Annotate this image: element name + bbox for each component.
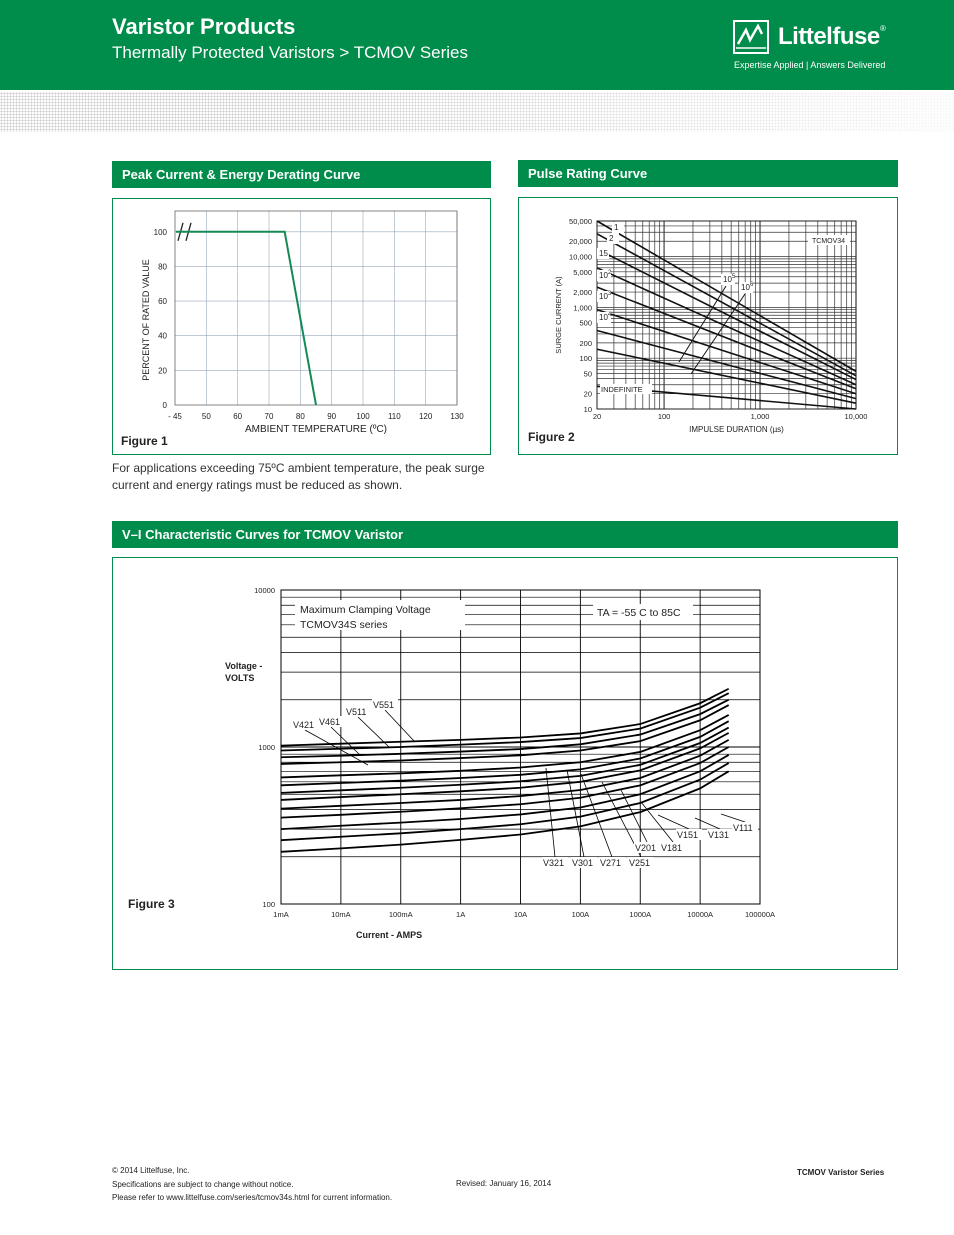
derating-plot-frame: [175, 211, 457, 405]
vi-section-title: V–I Characteristic Curves for TCMOV Varistor: [112, 521, 898, 548]
figure-2-label: Figure 2: [528, 430, 575, 444]
vi-series-label: V511: [346, 707, 367, 717]
pulse-chart-box: [518, 197, 898, 455]
pulse-count-exponent: 6: [750, 282, 754, 288]
vi-x-tick-label: 10mA: [331, 910, 351, 919]
pulse-count-exponent: 5: [732, 274, 736, 280]
pulse-y-tick-label: 10,000: [569, 252, 592, 262]
pulse-y-axis-label: SURGE CURRENT (A): [554, 276, 563, 354]
vi-series-label: V301: [572, 858, 594, 868]
pulse-count-label: 10: [599, 313, 608, 322]
vi-series-label: V271: [600, 858, 622, 868]
vi-series-label: V181: [661, 843, 683, 853]
derating-x-tick-label: 90: [327, 412, 337, 421]
pulse-curve: [597, 268, 856, 385]
pulse-count-label: 1: [614, 223, 619, 232]
pulse-count-label: 10: [599, 271, 608, 280]
derating-x-tick-label: 100: [356, 412, 370, 421]
vi-title: Maximum Clamping Voltage: [300, 604, 431, 616]
vi-y-axis-label: VOLTS: [225, 673, 255, 683]
derating-y-tick-label: 60: [158, 297, 167, 307]
brand-name: Littelfuse: [778, 23, 880, 50]
vi-x-tick-label: 100000A: [744, 910, 776, 919]
derating-y-tick-label: 0: [162, 401, 167, 410]
pulse-y-tick-label: 5,000: [573, 267, 592, 277]
brand-registered: ®: [880, 24, 886, 33]
pulse-indefinite-label: INDEFINITE: [601, 385, 643, 394]
pulse-part-label: TCMOV34: [812, 238, 846, 245]
pulse-y-tick-label: 2,000: [573, 288, 592, 298]
derating-y-axis-label: PERCENT OF RATED VALUE: [141, 259, 151, 381]
pulse-y-tick-label: 1,000: [573, 303, 592, 313]
pulse-y-tick-label: 500: [579, 318, 592, 328]
vi-label-leader: [331, 727, 360, 755]
vi-chart: [113, 558, 897, 969]
derating-y-tick-label: 100: [153, 227, 167, 237]
derating-x-tick-label: 80: [295, 412, 305, 421]
pulse-y-tick-label: 200: [579, 338, 592, 348]
vi-label-leader: [658, 815, 689, 829]
derating-x-axis-label: AMBIENT TEMPERATURE (ºC): [245, 424, 387, 435]
pulse-leader-line: [679, 286, 726, 362]
derating-x-tick-label: 50: [201, 412, 211, 421]
derating-x-tick-label: 60: [233, 412, 243, 421]
pulse-count-label: 15: [599, 249, 608, 258]
derating-x-tick-label: 110: [387, 412, 401, 421]
derating-y-tick-label: 20: [158, 366, 167, 376]
derating-x-tick-label: 120: [418, 412, 433, 421]
derating-chart: [113, 199, 490, 454]
vi-x-tick-label: 10A: [513, 910, 528, 919]
pulse-y-tick-label: 100: [579, 354, 592, 364]
vi-curve: [281, 689, 729, 746]
vi-x-tick-label: 1000A: [629, 910, 652, 919]
pulse-count-label: 2: [609, 234, 614, 243]
vi-y-tick-label: 100: [262, 900, 275, 909]
vi-series-label: V421: [293, 720, 315, 730]
page-header: [0, 0, 954, 90]
vi-series-label: V461: [319, 717, 341, 727]
vi-label-leader: [385, 710, 415, 742]
pulse-section-title: Pulse Rating Curve: [518, 160, 898, 187]
derating-x-tick-label: 70: [264, 412, 274, 421]
pulse-x-tick-label: 100: [657, 412, 671, 421]
figure-1-label: Figure 1: [121, 434, 168, 448]
vi-label-leader: [546, 768, 555, 857]
pulse-chart: [519, 198, 897, 454]
derating-y-tick-label: 40: [158, 331, 167, 341]
page-subtitle: Thermally Protected Varistors > TCMOV Series: [112, 43, 469, 62]
vi-chart-box: [112, 557, 898, 970]
pulse-x-tick-label: 10,000: [844, 412, 868, 421]
vi-label-leader: [695, 818, 720, 829]
vi-series-label: V201: [635, 843, 657, 853]
vi-series-label: V111: [733, 823, 753, 833]
vi-y-axis-label: Voltage -: [225, 661, 263, 671]
vi-x-tick-label: 10000A: [687, 910, 714, 919]
vi-curve: [281, 715, 729, 777]
vi-curve: [281, 755, 729, 829]
pulse-count-label: 10: [723, 275, 732, 284]
vi-y-tick-label: 1000: [258, 743, 275, 752]
pulse-count-label: 10: [741, 283, 750, 292]
footer-refer[interactable]: Please refer to www.littelfuse.com/series/tcmov34s.html for current information.: [112, 1193, 393, 1202]
littelfuse-mark-icon: [732, 18, 772, 56]
vi-series-label: V151: [677, 830, 699, 840]
vi-curve: [281, 693, 729, 750]
vi-condition-label: TA = -55 C to 85C: [597, 607, 681, 619]
vi-x-tick-label: 1A: [456, 910, 466, 919]
figure-3-label: Figure 3: [128, 897, 175, 911]
derating-y-tick-label: 80: [158, 262, 167, 272]
vi-y-tick-label: 10000: [254, 586, 275, 595]
pulse-curve: [597, 349, 856, 403]
derating-curve: [176, 232, 316, 405]
page-title: Varistor Products: [112, 14, 296, 39]
pulse-x-axis-label: IMPULSE DURATION (µs): [689, 425, 784, 434]
vi-series-label: V551: [373, 700, 395, 710]
derating-section-title: Peak Current & Energy Derating Curve: [112, 161, 491, 188]
pulse-count-exponent: 3: [608, 291, 612, 297]
vi-series-label: V131: [708, 830, 730, 840]
derating-chart-box: [112, 198, 491, 455]
brand-tagline: Expertise Applied | Answers Delivered: [734, 60, 886, 70]
pulse-curve: [597, 234, 856, 376]
vi-x-tick-label: 100A: [571, 910, 590, 919]
pulse-count-label: 10: [599, 292, 608, 301]
derating-x-tick-label: 130: [450, 412, 464, 421]
vi-series-label: V321: [543, 858, 565, 868]
dot-band-fade: [0, 92, 954, 132]
pulse-y-tick-label: 20: [583, 389, 592, 399]
footer-copyright: © 2014 Littelfuse, Inc.: [112, 1166, 190, 1175]
derating-x-tick-label: - 45: [168, 412, 182, 421]
footer-revised: Revised: January 16, 2014: [456, 1179, 552, 1188]
pulse-y-tick-label: 50,000: [569, 217, 592, 226]
vi-series-label: V251: [629, 858, 651, 868]
vi-subtitle: TCMOV34S series: [300, 619, 388, 631]
footer-spec: Specifications are subject to change without notice.: [112, 1180, 294, 1189]
pulse-curve: [597, 249, 856, 379]
vi-x-tick-label: 1mA: [273, 910, 289, 919]
vi-label-leader: [721, 814, 745, 822]
footer-series: TCMOV Varistor Series: [797, 1168, 885, 1177]
pulse-count-exponent: 4: [608, 312, 612, 318]
pulse-y-tick-label: 20,000: [569, 237, 592, 247]
pulse-y-tick-label: 10: [583, 405, 592, 414]
brand-logo[interactable]: [732, 18, 902, 78]
vi-x-axis-label: Current - AMPS: [356, 930, 423, 940]
vi-x-tick-label: 100mA: [388, 910, 413, 919]
pulse-x-tick-label: 1,000: [750, 412, 770, 421]
pulse-count-exponent: 2: [608, 270, 612, 276]
vi-label-leader: [641, 802, 673, 842]
pulse-x-tick-label: 20: [592, 412, 602, 421]
derating-note: For applications exceeding 75ºC ambient temperature, the peak surge current and energy ratings must be reduced as shown.: [112, 461, 485, 492]
pulse-y-tick-label: 50: [583, 369, 592, 379]
